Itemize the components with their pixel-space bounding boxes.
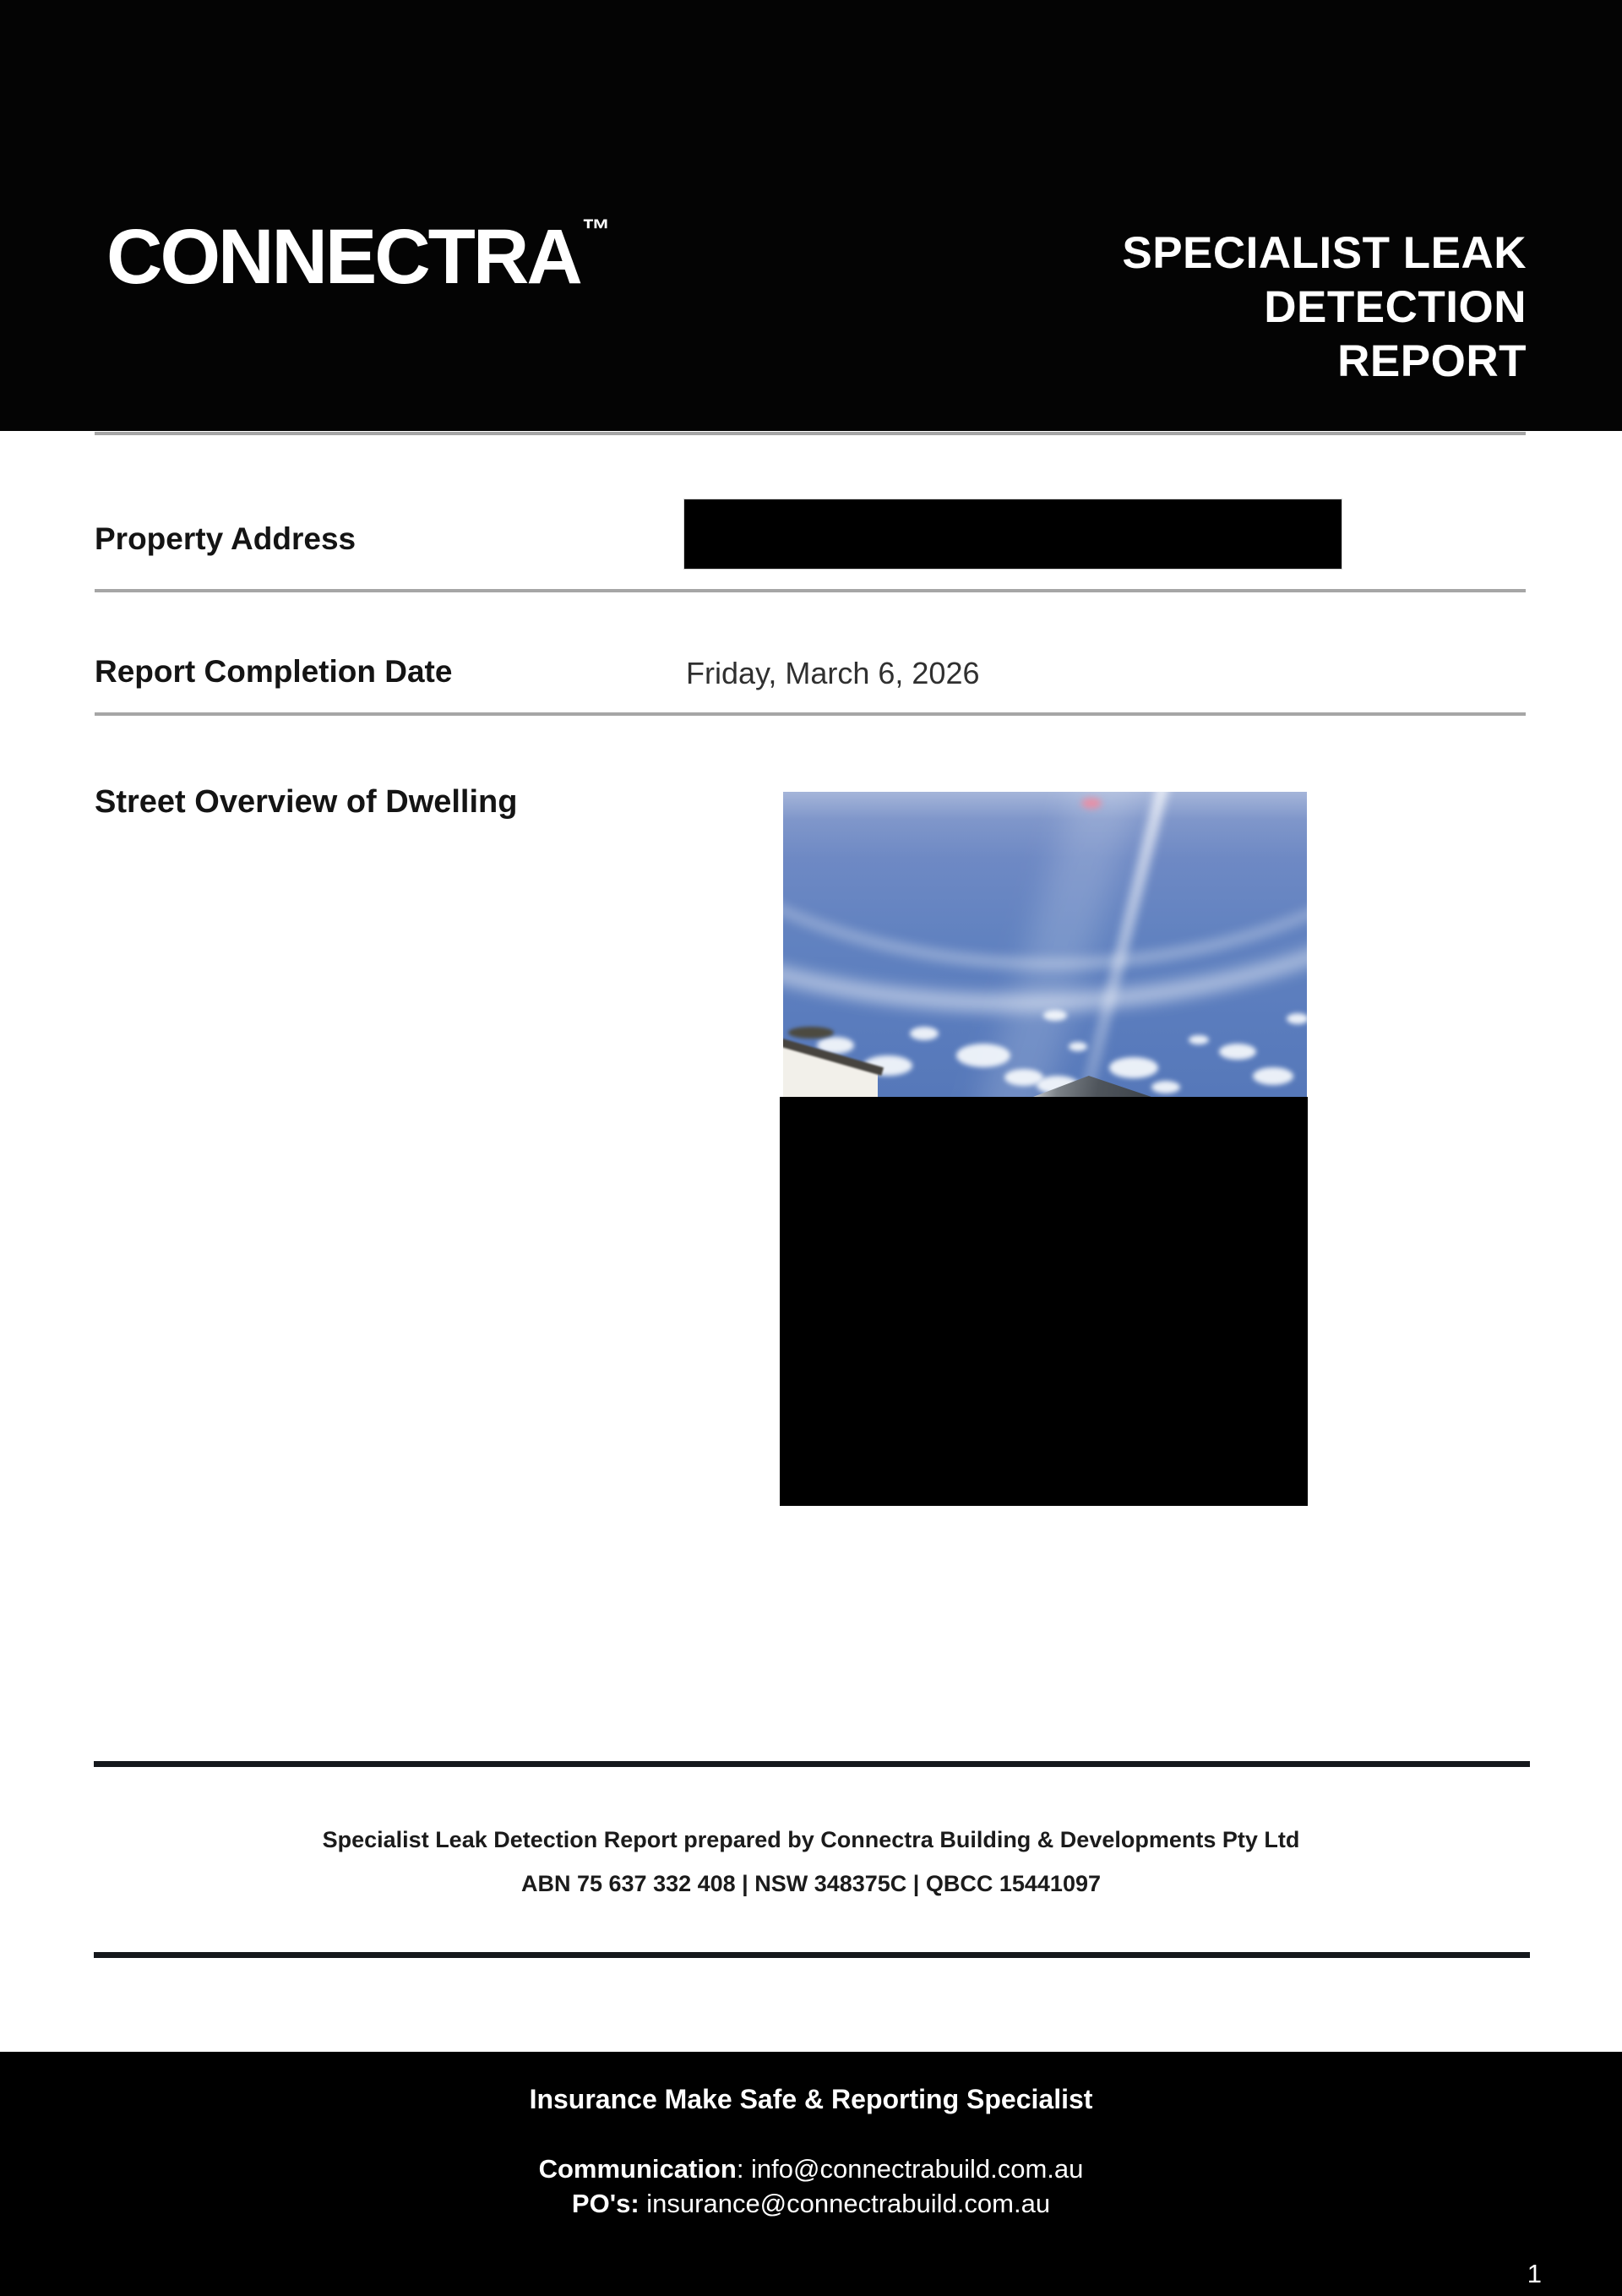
street-overview-heading: Street Overview of Dwelling	[95, 784, 518, 820]
cloud	[1189, 1035, 1209, 1044]
cloud	[1253, 1067, 1293, 1085]
cloud	[1219, 1044, 1256, 1060]
divider	[95, 712, 1526, 716]
page-number: 1	[1527, 2259, 1542, 2288]
cloud	[1069, 1042, 1087, 1051]
cloud	[1109, 1057, 1158, 1078]
cloud	[910, 1027, 939, 1040]
cloud	[956, 1044, 1010, 1067]
street-overview-photo	[783, 792, 1307, 1506]
report-title-line-3: REPORT	[1337, 336, 1527, 386]
po-label: PO's:	[571, 2189, 640, 2218]
completion-date-value: Friday, March 6, 2026	[686, 656, 980, 690]
completion-date-label: Report Completion Date	[95, 654, 453, 689]
po-email-line	[0, 2187, 1622, 2221]
property-address-label: Property Address	[95, 521, 357, 556]
report-title-line-1: SPECIALIST LEAK	[1122, 228, 1527, 278]
company-logo	[106, 214, 611, 300]
report-title-line-2: DETECTION	[1264, 282, 1527, 332]
cloud	[1151, 1081, 1180, 1093]
cloud	[1287, 1013, 1307, 1024]
communication-email: : info@connectrabuild.com.au	[736, 2154, 1084, 2184]
photo-redaction-overlay	[780, 1097, 1308, 1506]
company-logo-text: CONNECTRA	[106, 214, 580, 300]
report-title	[1122, 226, 1527, 389]
divider	[94, 1761, 1530, 1767]
prepared-by-text: Specialist Leak Detection Report prepared by Connectra Building & Developments Pty Ltd	[322, 1827, 1300, 1852]
communication-label: Communication	[538, 2154, 737, 2184]
company-registration-text: ABN 75 637 332 408 | NSW 348375C | QBCC 15441097	[520, 1871, 1101, 1896]
footer-banner	[0, 2052, 1622, 2296]
divider	[95, 589, 1526, 592]
header-banner	[0, 0, 1622, 431]
footer-tagline: Insurance Make Safe & Reporting Specialist	[529, 2084, 1093, 2114]
sky-photo-area	[783, 792, 1307, 1097]
property-address-redaction	[684, 499, 1342, 569]
communication-email-line	[0, 2152, 1622, 2186]
po-email: insurance@connectrabuild.com.au	[639, 2189, 1051, 2218]
trademark-symbol: ™	[581, 214, 611, 246]
divider	[95, 432, 1526, 435]
cloud	[1043, 1010, 1067, 1021]
rooftop-vegetation	[788, 1027, 834, 1039]
divider	[94, 1952, 1530, 1958]
